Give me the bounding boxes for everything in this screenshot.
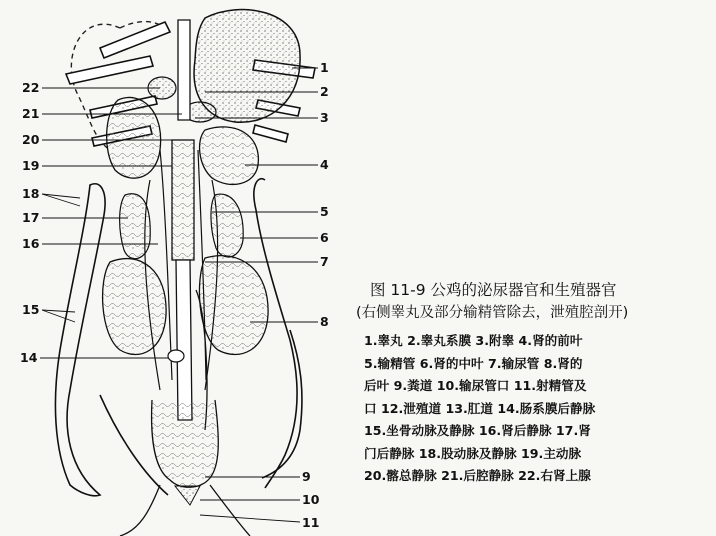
label-10: 10	[302, 492, 320, 507]
label-21: 21	[22, 106, 40, 121]
label-14: 14	[20, 350, 38, 365]
label-22: 22	[22, 80, 40, 95]
figure-caption	[356, 280, 708, 488]
caption-title: 图 11-9 公鸡的泌尿器官和生殖器官	[370, 281, 617, 299]
label-2: 2	[320, 84, 329, 99]
label-9: 9	[302, 469, 311, 484]
label-6: 6	[320, 230, 329, 245]
posterior-mesenteric-vein	[168, 350, 184, 362]
caption-legend	[364, 330, 708, 488]
label-15: 15	[22, 302, 40, 317]
label-4: 4	[320, 157, 329, 172]
cloaca	[152, 400, 219, 487]
legend-line: 门后静脉 18.股动脉及静脉 19.主动脉	[364, 445, 582, 461]
legend-line: 5.输精管 6.肾的中叶 7.输尿管 8.肾的	[364, 355, 583, 371]
kidney-anterior-lobe-left	[200, 127, 259, 185]
legend-line: 20.髂总静脉 21.后腔静脉 22.右肾上腺	[364, 468, 591, 483]
label-11: 11	[302, 515, 320, 530]
legend-line: 后叶 9.粪道 10.输尿管口 11.射精管及	[364, 378, 587, 393]
label-8: 8	[320, 314, 329, 329]
label-19: 19	[22, 158, 40, 173]
label-20: 20	[22, 132, 40, 147]
legend-line: 15.坐骨动脉及静脉 16.肾后静脉 17.肾	[364, 423, 591, 438]
label-5: 5	[320, 204, 329, 219]
legend-line: 1.睾丸 2.睾丸系膜 3.附睾 4.肾的前叶	[364, 333, 583, 348]
legend-line: 口 12.泄殖道 13.肛道 14.肠系膜后静脉	[364, 400, 596, 416]
kidney-posterior-lobe-right	[103, 259, 167, 355]
label-3: 3	[320, 110, 329, 125]
label-1: 1	[320, 60, 329, 75]
label-7: 7	[320, 254, 329, 269]
label-17: 17	[22, 210, 40, 225]
label-18: 18	[22, 186, 40, 201]
kidney-posterior-lobe-left	[199, 256, 268, 355]
caption-subtitle: (右侧睾丸及部分输精管除去，泄殖腔剖开)	[356, 305, 629, 321]
label-16: 16	[22, 236, 40, 251]
